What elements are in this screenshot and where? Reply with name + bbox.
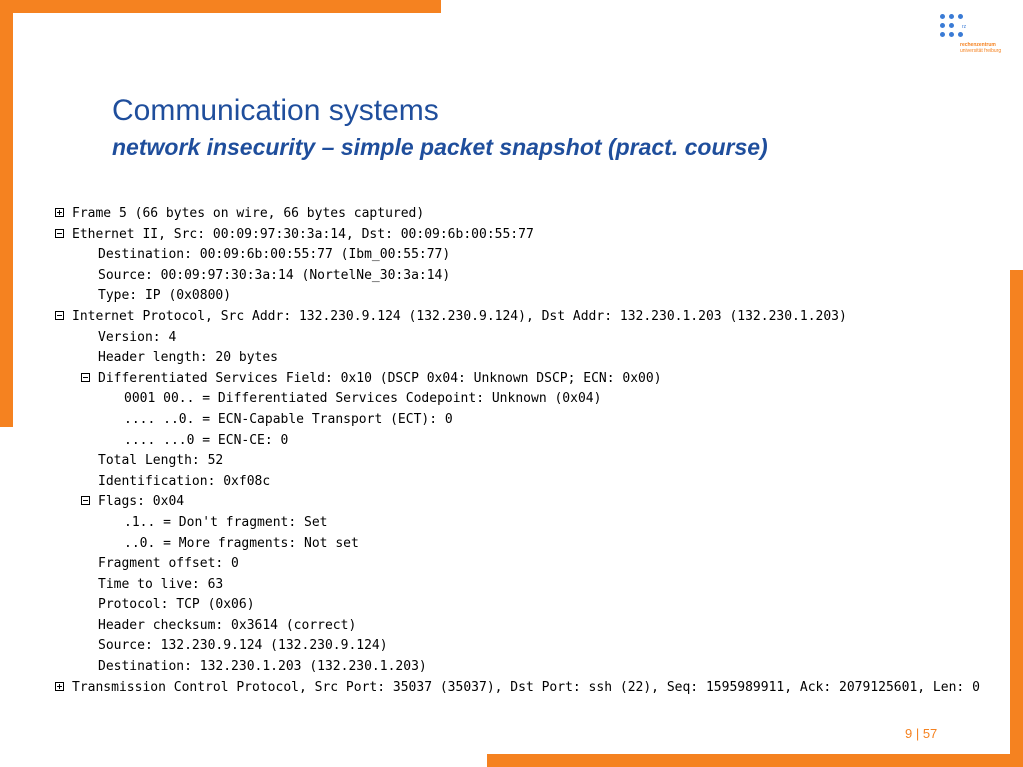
logo-abbr: rz [962, 24, 967, 30]
tree-row [55, 657, 1015, 678]
tree-row[interactable] [55, 492, 1015, 513]
university-logo [940, 14, 1000, 64]
tree-row-label: ..0. = More fragments: Not set [124, 535, 359, 551]
slide-subtitle: network insecurity – simple packet snapshot (pract. course) [112, 134, 768, 160]
tree-row [55, 534, 1015, 555]
left-accent-bar [0, 0, 13, 427]
tree-row-label: .... ...0 = ECN-CE: 0 [124, 432, 289, 448]
tree-row [55, 636, 1015, 657]
tree-row-label: Flags: 0x04 [98, 494, 185, 510]
tree-row[interactable] [55, 369, 1015, 390]
tree-row-label: Ethernet II, Src: 00:09:97:30:3a:14, Dst: 00:09:6b:00:55:77 [72, 226, 534, 242]
tree-row [55, 575, 1015, 596]
expand-icon[interactable] [55, 208, 64, 217]
tree-row [55, 286, 1015, 307]
tree-row [55, 451, 1015, 472]
collapse-icon[interactable] [81, 373, 90, 382]
tree-row-label: Version: 4 [98, 329, 177, 345]
tree-row [55, 389, 1015, 410]
tree-row [55, 595, 1015, 616]
tree-row-label: .... ..0. = ECN-Capable Transport (ECT): 0 [124, 411, 453, 427]
tree-row[interactable] [55, 678, 1015, 699]
tree-row [55, 328, 1015, 349]
tree-row-label: Source: 00:09:97:30:3a:14 (NortelNe_30:3a:14) [98, 267, 451, 283]
logo-text [960, 42, 1020, 54]
tree-row [55, 431, 1015, 452]
top-accent-bar [0, 0, 441, 13]
tree-row [55, 513, 1015, 534]
expand-icon[interactable] [55, 682, 64, 691]
collapse-icon[interactable] [81, 496, 90, 505]
logo-line2: universität freiburg [960, 48, 1002, 54]
tree-row-label: Identification: 0xf08c [98, 473, 271, 489]
slide-title: Communication systems [112, 94, 439, 127]
tree-row-label: Destination: 00:09:6b:00:55:77 (Ibm_00:55:77) [98, 247, 451, 263]
collapse-icon[interactable] [55, 311, 64, 320]
tree-row-label: Header length: 20 bytes [98, 350, 279, 366]
tree-row-label: Protocol: TCP (0x06) [98, 597, 255, 613]
tree-row [55, 245, 1015, 266]
tree-row-label: Header checksum: 0x3614 (correct) [98, 617, 357, 633]
tree-row-label: Fragment offset: 0 [98, 556, 239, 572]
logo-line1: rechenzentrum [960, 42, 996, 48]
tree-row [55, 554, 1015, 575]
collapse-icon[interactable] [55, 229, 64, 238]
tree-row[interactable] [55, 307, 1015, 328]
tree-row-label: Total Length: 52 [98, 453, 224, 469]
tree-row-label: Destination: 132.230.1.203 (132.230.1.203) [98, 659, 427, 675]
tree-row-label: Type: IP (0x0800) [98, 288, 232, 304]
tree-row-label: Differentiated Services Field: 0x10 (DSCP 0x04: Unknown DSCP; ECN: 0x00) [98, 370, 662, 386]
page-number: 9 | 57 [905, 726, 938, 741]
tree-row [55, 616, 1015, 637]
tree-row [55, 410, 1015, 431]
tree-row-label: .1.. = Don't fragment: Set [124, 514, 328, 530]
tree-row [55, 266, 1015, 287]
tree-row [55, 472, 1015, 493]
tree-row-label: Frame 5 (66 bytes on wire, 66 bytes captured) [72, 206, 425, 221]
tree-row-label: Transmission Control Protocol, Src Port: 35037 (35037), Dst Port: ssh (22), Seq: 1595989911, Ack: 2079125601, Len: 0 [72, 679, 980, 695]
tree-row-label: 0001 00.. = Differentiated Services Codepoint: Unknown (0x04) [124, 391, 602, 407]
packet-details-tree [55, 204, 1015, 698]
tree-row[interactable] [55, 204, 1015, 225]
tree-row-label: Time to live: 63 [98, 576, 224, 592]
bottom-accent-bar [487, 754, 1023, 767]
tree-row [55, 348, 1015, 369]
tree-row-label: Internet Protocol, Src Addr: 132.230.9.124 (132.230.9.124), Dst Addr: 132.230.1.203 (132.230.1.203) [72, 308, 847, 324]
tree-row-label: Source: 132.230.9.124 (132.230.9.124) [98, 638, 388, 654]
tree-row[interactable] [55, 225, 1015, 246]
